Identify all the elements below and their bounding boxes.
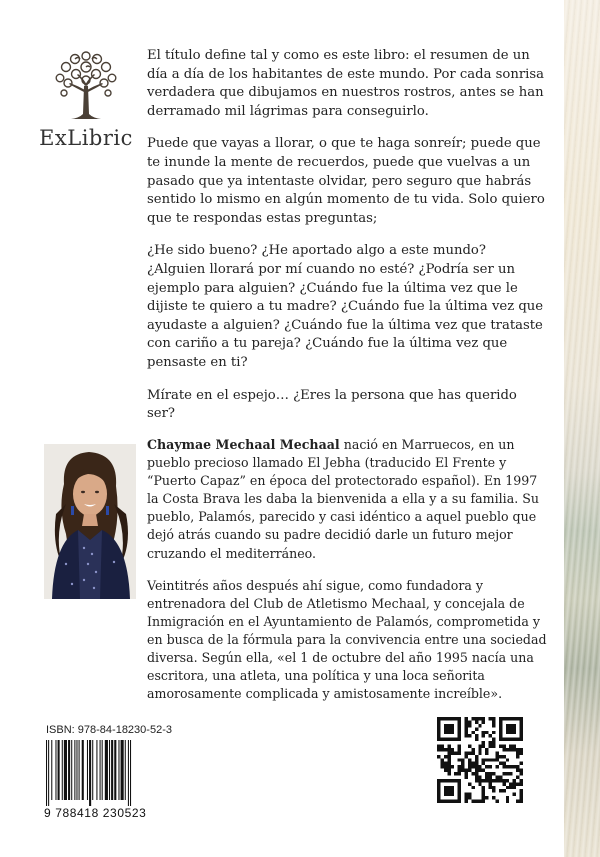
author-bio-paragraph-2: Veintitrés años después ahí sigue, como fundadora y entrenadora del Club de Atletismo Mechaal, y concejala de Inmigración en el Ayuntamiento de Palamós, comprometida y en busca de la fórmula para la convivencia entre una sociedad diversa. Según ella, «el 1 de octubre del año 1995 nacía una escritora, una atleta, una política y una loca señorita amorosamente complicada y amistosamente increíble». (147, 577, 547, 702)
synopsis-paragraph-4: Mírate en el espejo… ¿Eres la persona que has querido ser? (147, 387, 517, 422)
barcode (44, 740, 170, 806)
synopsis-paragraph-1: El título define tal y como es este libro: el resumen de un día a día de los habitantes de este mundo. Por cada sonrisa verdadera que dibujamos en nuestros rostros, antes se han derramado mil lágrimas para conseguirlo. (147, 48, 544, 119)
author-name: Chaymae Mechaal Mechaal (147, 437, 340, 452)
author-photo (44, 444, 136, 599)
author-bio-paragraph-1 (147, 436, 547, 563)
publisher-logo (38, 48, 134, 150)
synopsis (147, 47, 547, 438)
author-bio-paragraph-1-text: nació en Marruecos, en un pueblo precioso llamado El Jebha (traducido El Frente y “Puerto Capaz” en época del protectorado español). En 1997 la Costa Brava les daba la bienvenida a ella y a su familia. Su pueblo, Palamós, parecido y casi idéntico a aquel pueblo que dejó atrás cuando su padre decidió darle un futuro mejor cruzando el mediterráneo. (147, 437, 539, 561)
qr-code-icon (437, 717, 523, 803)
barcode-number: 9 788418 230523 (44, 806, 147, 820)
cover-photo-strip (564, 0, 600, 857)
isbn-label: ISBN: 978-84-18230-52-3 (46, 724, 172, 736)
tree-icon (51, 48, 121, 122)
synopsis-paragraph-3: ¿He sido bueno? ¿He aportado algo a este mundo? ¿Alguien llorará por mí cuando no esté? ¿Podría ser un ejemplo para alguien? ¿Cuándo fue la última vez que le dijiste te quiero a tu madre? ¿Cuándo fue la última vez que ayudaste a alguien? ¿Cuándo fue la última vez que trataste con cariño a tu pareja? ¿Cuándo fue la última vez que pensaste en ti? (147, 243, 544, 370)
publisher-name: ExLibric (39, 126, 133, 150)
author-bio (147, 436, 547, 717)
synopsis-paragraph-2: Puede que vayas a llorar, o que te haga sonreír; puede que te inunde la mente de recuerdos, puede que vuelvas a un pasado que ya intentaste olvidar, pero seguro que habrás sentido lo mismo en algún momento de tu vida. Solo quiero que te respondas estas preguntas; (147, 136, 545, 226)
